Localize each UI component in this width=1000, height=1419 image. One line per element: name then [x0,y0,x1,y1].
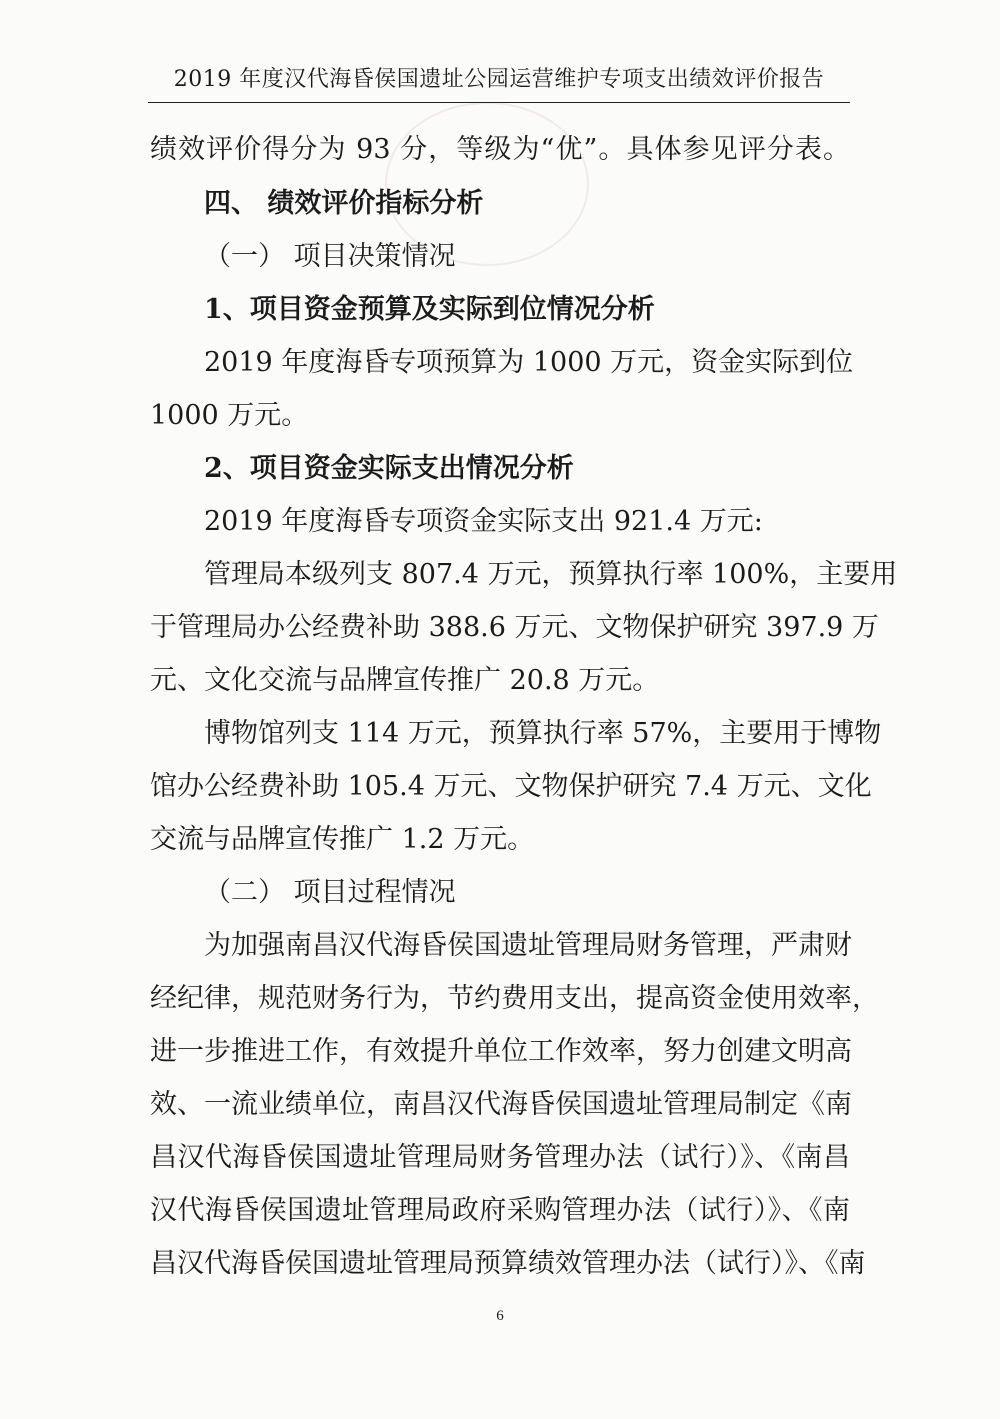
paragraph-line: 馆办公经费补助 105.4 万元、文物保护研究 7.4 万元、文化 [150,771,872,802]
paragraph-line: 绩效评价得分为 93 分，等级为“优”。具体参见评分表。 [150,134,850,165]
paragraph-line: 1000 万元。 [150,400,309,431]
paragraph-line: 汉代海昏侯国遗址管理局政府采购管理办法（试行）》、《南 [150,1195,850,1226]
paragraph-line: 效、一流业绩单位，南昌汉代海昏侯国遗址管理局制定《南 [150,1089,852,1120]
paragraph-line: 进一步推进工作，有效提升单位工作效率，努力创建文明高 [150,1036,852,1067]
page-number: 6 [496,1308,504,1324]
report-header-title: 2019 年度汉代海昏侯国遗址公园运营维护专项支出绩效评价报告 [173,67,825,92]
paragraph-line: 经纪律，规范财务行为，节约费用支出，提高资金使用效率， [150,983,879,1014]
paragraph-line: 昌汉代海昏侯国遗址管理局预算绩效管理办法（试行）》、《南 [150,1248,866,1279]
numbered-heading: 1、项目资金预算及实际到位情况分析 [204,294,655,325]
paragraph-line: 交流与品牌宣传推广 1.2 万元。 [150,824,535,855]
paragraph-line: 为加强南昌汉代海昏侯国遗址管理局财务管理，严肃财 [204,930,852,961]
paragraph-line: 昌汉代海昏侯国遗址管理局财务管理办法（试行）》、《南昌 [150,1142,850,1173]
subsection-heading: （一） 项目决策情况 [204,241,456,272]
paragraph-line: 博物馆列支 114 万元，预算执行率 57%，主要用于博物 [204,718,882,749]
paragraph-line: 元、文化交流与品牌宣传推广 20.8 万元。 [150,665,660,696]
paragraph-line: 管理局本级列支 807.4 万元，预算执行率 100%，主要用 [204,559,898,590]
paragraph-line: 于管理局办公经费补助 388.6 万元、文物保护研究 397.9 万 [150,612,879,643]
paragraph-line: 2019 年度海昏专项资金实际支出 921.4 万元: [204,506,763,537]
subsection-heading: （二） 项目过程情况 [204,877,456,908]
header-rule [148,102,850,103]
paragraph-line: 2019 年度海昏专项预算为 1000 万元，资金实际到位 [204,347,854,378]
numbered-heading: 2、项目资金实际支出情况分析 [204,453,574,484]
section-heading: 四、 绩效评价指标分析 [204,188,484,219]
